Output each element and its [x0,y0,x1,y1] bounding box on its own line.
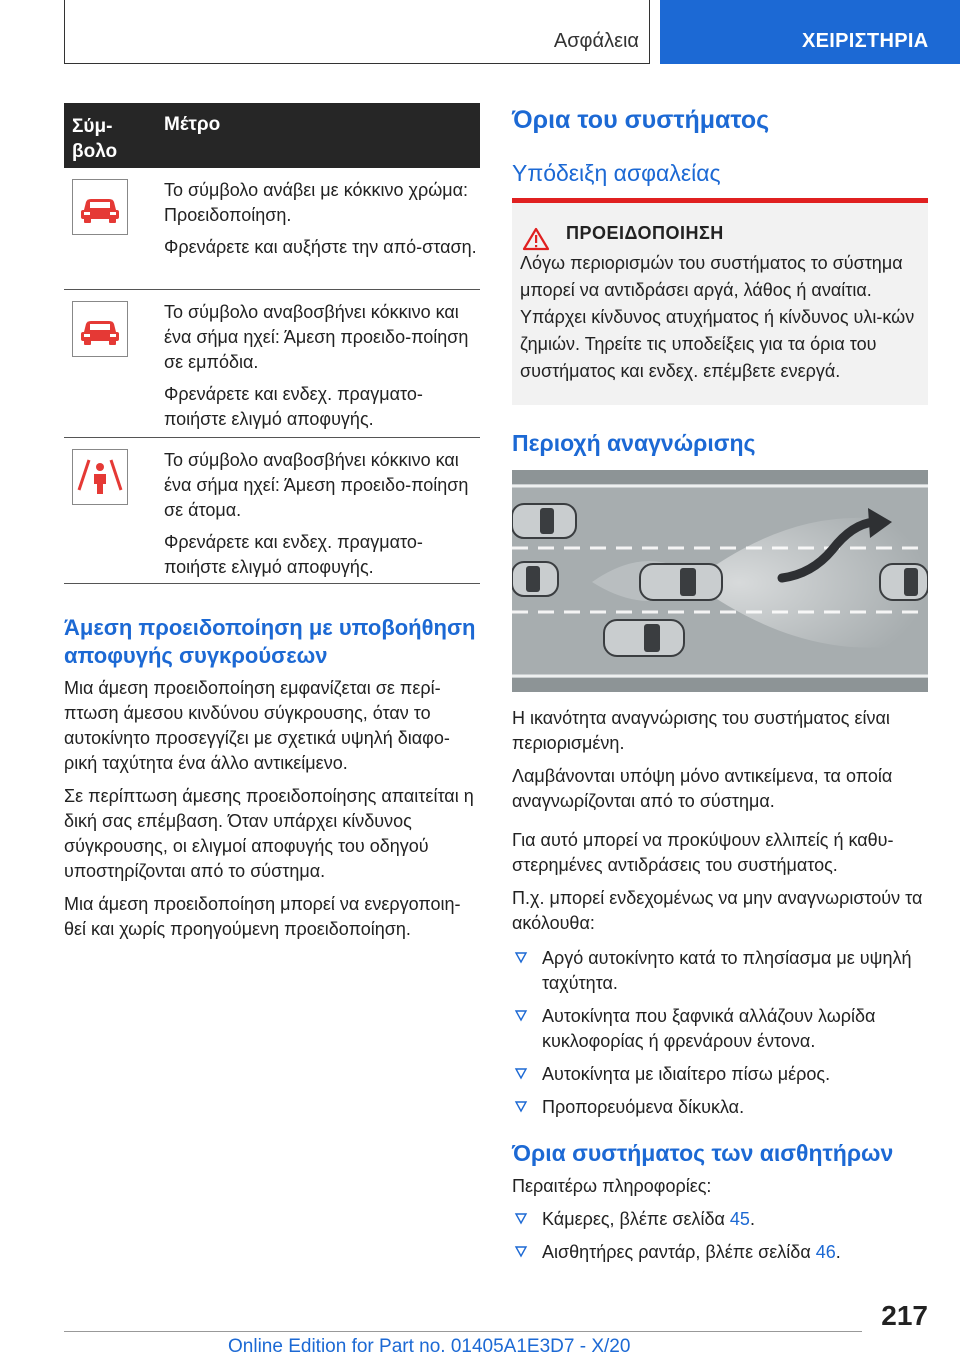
warning-title: ΠΡΟΕΙΔΟΠΟΙΗΣΗ [566,223,724,243]
symbol-table [64,103,480,584]
table-row [64,168,480,290]
paragraph: Για αυτό μπορεί να προκύψουν ελλιπείς ή καθυ-στερημένες αντιδράσεις του συστήματος. [512,830,894,875]
chapter-tab[interactable]: ΧΕΙΡΙΣΤΗΡΙΑ [660,0,960,64]
paragraph: Μια άμεση προειδοποίηση εμφανίζεται σε περί-πτωση άμεσου κινδύνου σύγκρουσης, όταν το αυτοκίνητο προσεγγίζει με σχετικά υψηλή διαφο-ρική ταχύτητα ένα άλλο αντικείμενο. [64,678,450,773]
measure-text: Φρενάρετε και αυξήστε την από-σταση. [164,237,477,257]
collision-avoidance-section [64,614,480,950]
list-item [512,946,928,996]
car-warning-icon [72,301,128,357]
triangle-bullet-icon [514,1211,528,1225]
triangle-bullet-icon [514,1008,528,1022]
table-row [64,290,480,438]
section-heading: Όρια του συστήματος [512,106,770,134]
paragraph: Π.χ. μπορεί ενδεχομένως να μην αναγνωριστούν τα ακόλουθα: [512,888,923,933]
paragraph: Μια άμεση προειδοποίηση μπορεί να ενεργοποιη-θεί και χωρίς προηγούμενη προειδοποίηση. [64,894,461,939]
reference-end: . [749,1209,755,1229]
section-title: Ασφάλεια [553,30,639,52]
header-frame [64,0,650,64]
page-number: 217 [881,1300,928,1331]
table-header [64,103,480,168]
triangle-bullet-icon [514,1066,528,1080]
list-item-text: Αυτοκίνητα που ξαφνικά αλλάζουν λωρίδα κυκλοφορίας ή φρενάρουν έντονα. [542,1006,876,1051]
list-item [512,1004,928,1054]
section-heading: Άμεση προειδοποίηση με υποβοήθηση αποφυγής συγκρούσεων [64,615,476,668]
measure-text: Το σύμβολο αναβοσβήνει κόκκινο και ένα σήμα ηχεί: Άμεση προειδο-ποίηση σε εμπόδια. [164,302,469,372]
page-link-46[interactable]: 46 [815,1242,836,1262]
table-row [64,438,480,584]
list-item-text: Αργό αυτοκίνητο κατά το πλησίασμα με υψηλή ταχύτητα. [542,948,912,993]
triangle-bullet-icon [514,1244,528,1258]
reference-text: Αισθητήρες ραντάρ, βλέπε σελίδα [542,1242,816,1262]
paragraph: Λαμβάνονται υπόψη μόνο αντικείμενα, τα οποία αναγνωρίζονται από το σύστημα. [512,766,893,811]
list-item-text: Προπορευόμενα δίκυκλα. [542,1097,745,1117]
reference-end: . [835,1242,841,1262]
measure-text: Φρενάρετε και ενδεχ. πραγματο-ποιήστε ελιγμό αποφυγής. [164,384,423,429]
detection-limits-text [512,706,928,1273]
subheading: Όρια συστήματος των αισθητήρων [512,1140,894,1166]
footer-divider [64,1331,862,1332]
warning-box [512,198,928,405]
measure-text: Φρενάρετε και ενδεχ. πραγματο-ποιήστε ελιγμό αποφυγής. [164,532,423,577]
list-item-text: Αυτοκίνητα με ιδιαίτερο πίσω μέρος. [542,1064,831,1084]
paragraph: Περαιτέρω πληροφορίες: [512,1176,712,1196]
triangle-bullet-icon [514,1099,528,1113]
detection-area-illustration [512,470,928,692]
list-item [512,1240,928,1265]
warning-text: Λόγω περιορισμών του συστήματος το σύστημα μπορεί να αντιδράσει αργά, λάθος ή αναίτια. Υπάρχει κίνδυνος ατυχήματος ή κίνδυνος υλι-κών ζημιών. Τηρείτε τις υποδείξεις για τα όρια του συστήματος και ενδεχ. επέμβετε ενεργά. [520,253,915,381]
subheading: Περιοχή αναγνώρισης [512,430,756,456]
column-header-measure: Μέτρο [164,114,221,135]
measure-text: Το σύμβολο αναβοσβήνει κόκκινο και ένα σήμα ηχεί: Άμεση προειδο-ποίηση σε άτομα. [164,450,469,520]
paragraph: Σε περίπτωση άμεσης προειδοποίησης απαιτείται η δική σας επέμβαση. Όταν υπάρχει κίνδυνος σύγκρουσης, οι ελιγμοί αποφυγής του οδηγού υποστηρίζονται από το σύστημα. [64,786,474,881]
warning-triangle-icon [522,227,550,251]
list-item [512,1062,928,1087]
column-header-symbol: Σύμ-βολο [72,116,118,162]
paragraph: Η ικανότητα αναγνώρισης του συστήματος είναι περιορισμένη. [512,708,890,753]
pedestrian-warning-icon [72,449,128,505]
measure-text: Το σύμβολο ανάβει με κόκκινο χρώμα: Προειδοποίηση. [164,180,469,225]
page-link-45[interactable]: 45 [729,1209,750,1229]
triangle-bullet-icon [514,950,528,964]
list-item [512,1095,928,1120]
reference-text: Κάμερες, βλέπε σελίδα [542,1209,730,1229]
subheading: Υπόδειξη ασφαλείας [512,160,721,186]
list-item [512,1207,928,1232]
detection-area-heading-wrap [512,428,928,458]
car-warning-icon [72,179,128,235]
system-limits-section [512,104,928,188]
footer-edition: Online Edition for Part no. 01405A1E3D7 - X/20 [228,1336,631,1357]
